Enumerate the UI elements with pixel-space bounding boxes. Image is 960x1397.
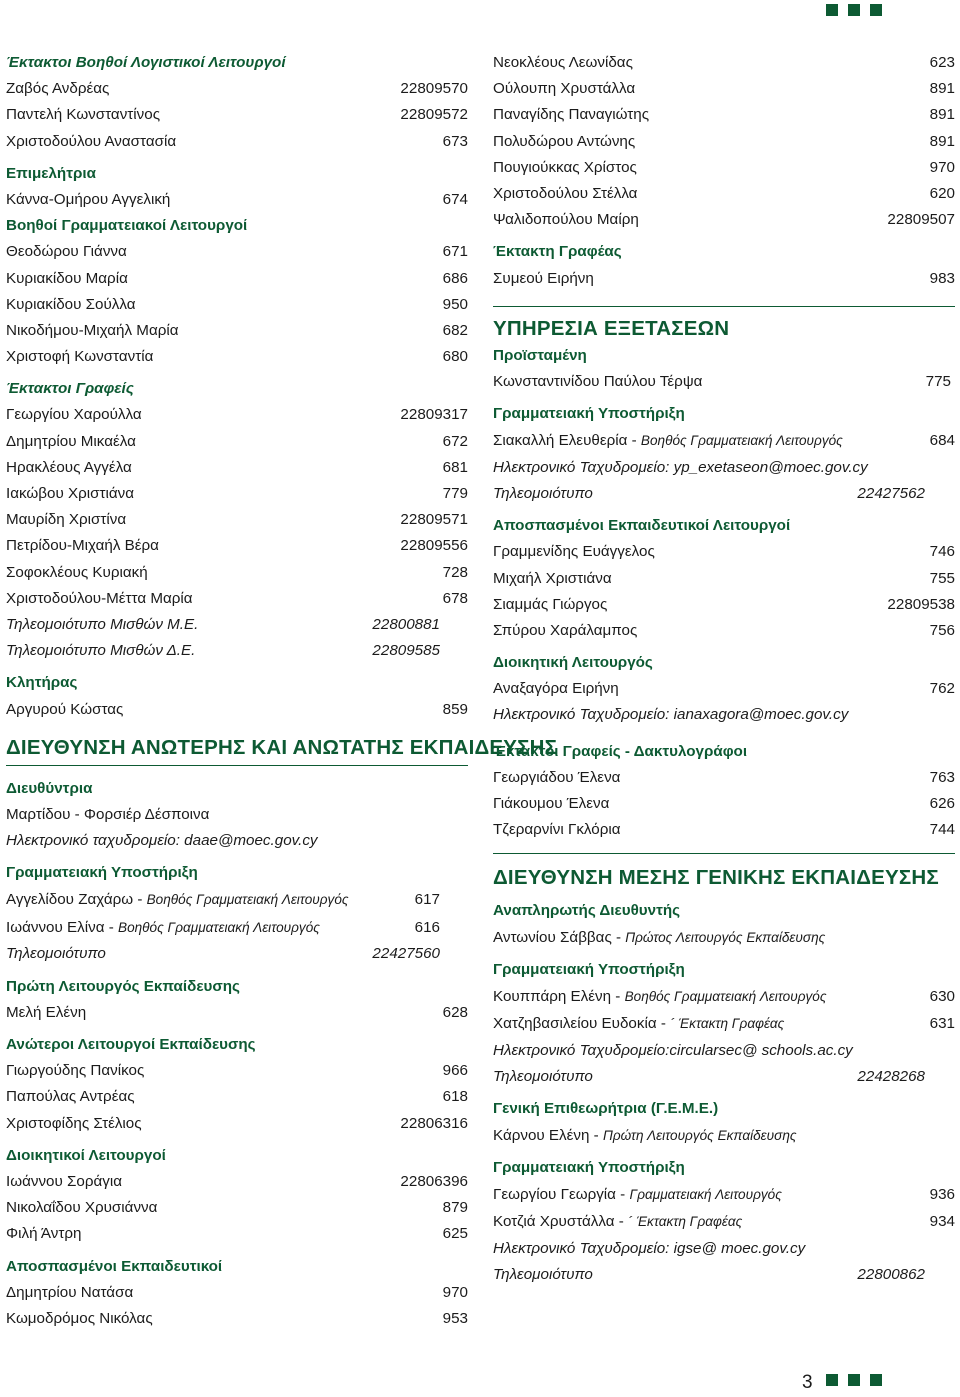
contact-list: [493, 539, 955, 644]
contact-row: [493, 1181, 955, 1209]
contact-row: [6, 102, 468, 128]
contact-name: Κάρνου Ελένη -: [493, 1126, 603, 1144]
contact-name: Νικολαΐδου Χρυσιάννα: [6, 1199, 158, 1217]
contact-phone: 763: [929, 768, 955, 786]
contact-row: [493, 676, 955, 702]
contact-name: Κοτζιά Χρυστάλλα -: [493, 1213, 629, 1231]
fax-line: [493, 1064, 955, 1090]
contact-row: [6, 507, 468, 533]
square-icon: [848, 1374, 860, 1386]
fax-number: 22427562: [857, 484, 925, 502]
contact-name: Χριστοδούλου Στέλλα: [493, 184, 638, 202]
contact-name: Ψαλιδοπούλου Μαίρη: [493, 211, 639, 229]
contact-phone: 674: [442, 190, 468, 208]
contact-phone: 671: [442, 243, 468, 261]
contact-phone: 678: [442, 589, 468, 607]
contact-list: [6, 1058, 468, 1137]
section-heading: Ανώτεροι Λειτουργοί Εκπαίδευσης: [6, 1036, 256, 1053]
contact-phone: 22806316: [400, 1114, 468, 1132]
contact-row: [493, 102, 955, 128]
contact-name: Θεοδώρου Γιάννα: [6, 243, 127, 261]
contact-phone: 936: [929, 1185, 955, 1203]
contact-name: Δημητρίου Μικαέλα: [6, 432, 136, 450]
contact-row: [493, 765, 955, 791]
contact-phone: 728: [442, 563, 468, 581]
contact-name: Μαυρίδη Χριστίνα: [6, 511, 127, 529]
contact-list: [493, 50, 955, 233]
contact-name: Γεωργίου Γεωργία -: [493, 1185, 630, 1203]
contact-phone: 970: [442, 1283, 468, 1301]
contact-phone: 22809570: [400, 80, 468, 98]
fax-number: 22800881: [372, 615, 440, 633]
contact-row: [6, 1306, 468, 1332]
contact-phone: 680: [442, 348, 468, 366]
contact-name: Αργυρού Κώστας: [6, 700, 124, 718]
contact-name: Παναγίδης Παναγιώτης: [493, 106, 650, 124]
contact-row: [493, 539, 955, 565]
contact-name: Χριστοδούλου-Μέττα Μαρία: [6, 589, 193, 607]
contact-name: Χριστοφή Κωνσταντία: [6, 348, 154, 366]
contact-row: [6, 129, 468, 155]
contact-name: Δημητρίου Νατάσα: [6, 1283, 134, 1301]
contact-row: [6, 533, 468, 559]
contact-row: [493, 207, 955, 233]
department-title: ΔΙΕΥΘΥΝΣΗ ΜΕΣΗΣ ΓΕΝΙΚΗΣ ΕΚΠΑΙΔΕΥΣΗΣ: [493, 866, 939, 890]
contact-phone: 22806396: [400, 1172, 468, 1190]
section-heading: Γραμματειακή Υποστήριξη: [6, 864, 198, 882]
contact-name: Ζαβός Ανδρέας: [6, 80, 110, 98]
contact-name: Σιαμμάς Γιώργος: [493, 595, 608, 613]
contact-phone: 891: [929, 106, 955, 124]
contact-name: Σοφοκλέους Κυριακή: [6, 563, 148, 581]
section-heading: Έκτακτοι Βοηθοί Λογιστικοί Λειτουργοί: [6, 54, 286, 71]
corner-decoration-top: [826, 4, 882, 16]
contact-name: Κυριακίδου Σούλλα: [6, 295, 136, 313]
section-heading: Διευθύντρια: [6, 779, 93, 797]
contact-phone: 953: [442, 1309, 468, 1327]
fax-label: Τηλεομοιότυπο: [6, 945, 106, 963]
contact-name: Κυριακίδου Μαρία: [6, 269, 128, 287]
contact-phone: 22809538: [887, 595, 955, 613]
contact-phone: 618: [442, 1088, 468, 1106]
contact-name: Παπούλας Αντρέας: [6, 1088, 135, 1106]
contact-phone: 22809507: [887, 211, 955, 229]
contact-row: [493, 592, 955, 618]
contact-row: [6, 455, 468, 481]
contact-phone: 22809317: [400, 406, 468, 424]
square-icon: [826, 1374, 838, 1386]
department-title: ΔΙΕΥΘΥΝΣΗ ΑΝΩΤΕΡΗΣ ΚΑΙ ΑΝΩΤΑΤΗΣ ΕΚΠΑΙΔΕΥΣΗΣ: [6, 735, 558, 759]
contact-row: [6, 1058, 468, 1084]
contact-row: [6, 1195, 468, 1221]
contact-row: [6, 1221, 468, 1247]
contact-phone: 672: [442, 432, 468, 450]
contact-row: [6, 886, 468, 914]
fax-label: Τηλεομοιότυπο Μισθών Μ.Ε.: [6, 615, 199, 633]
contact-name: Κάννα-Ομήρου Αγγελική: [6, 190, 171, 208]
contact-row: [493, 791, 955, 817]
section-heading: Γραμματειακή Υποστήριξη: [493, 1158, 685, 1176]
contact-row: [6, 914, 468, 942]
contact-name: Ιωάννου Ελίνα -: [6, 918, 118, 936]
contact-row: [493, 618, 955, 644]
contact-row: [6, 266, 468, 292]
contact-name: Χατζηβασιλείου Ευδοκία -: [493, 1015, 671, 1033]
section-heading: Πρώτη Λειτουργός Εκπαίδευσης: [6, 977, 240, 995]
contact-row: [6, 344, 468, 370]
contact-phone: 891: [929, 132, 955, 150]
contact-list: [6, 239, 468, 370]
contact-name: Γιάκουμου Έλενα: [493, 795, 610, 812]
contact-name: Συμεού Ειρήνη: [493, 269, 594, 287]
section-heading: Αποσπασμένοι Εκπαιδευτικοί Λειτουργοί: [493, 517, 791, 535]
section-heading: Επιμελήτρια: [6, 164, 96, 182]
contact-row: [6, 697, 468, 723]
square-icon: [870, 1374, 882, 1386]
square-icon: [870, 4, 882, 16]
section-heading: Προϊσταμένη: [493, 346, 587, 364]
contact-name: Ιωάννου Σοράγια: [6, 1172, 123, 1190]
contact-row: [6, 560, 468, 586]
contact-row: [493, 1123, 955, 1149]
contact-name: Γιωργούδης Πανίκος: [6, 1062, 145, 1080]
fax-label: Τηλεομοιότυπο: [493, 1068, 593, 1086]
contact-row: [6, 76, 468, 102]
contact-phone: 775: [925, 372, 951, 390]
contact-phone: 966: [442, 1062, 468, 1080]
contact-name: Κωνσταντινίδου Παύλου Τέρψα: [493, 372, 703, 390]
contact-phone: 617: [414, 891, 440, 909]
fax-number: 22427560: [372, 945, 440, 963]
contact-row: [6, 1280, 468, 1306]
fax-label: Τηλεομοιότυπο: [493, 1266, 593, 1284]
contact-row: [493, 50, 955, 76]
contact-name: Μελή Ελένη: [6, 1003, 87, 1021]
contact-row: [493, 983, 955, 1011]
contact-list: [6, 1280, 468, 1332]
contact-name: Μαρτίδου - Φορσιέρ Δέσποινα: [6, 805, 210, 823]
section-heading: Έκτακτοι Γραφείς: [6, 380, 134, 398]
section-heading: Αποσπασμένοι Εκπαιδευτικοί: [6, 1257, 223, 1275]
contact-row: [6, 802, 468, 828]
contact-row: [493, 76, 955, 102]
contact-name: Αναξαγόρα Ειρήνη: [493, 680, 619, 698]
contact-phone: 755: [929, 569, 955, 587]
contact-list: [6, 402, 468, 612]
contact-phone: 983: [929, 269, 955, 287]
contact-row: [6, 1084, 468, 1110]
contact-phone: 684: [929, 432, 955, 450]
contact-name: Πολυδώρου Αντώνης: [493, 132, 636, 150]
contact-phone: 879: [442, 1199, 468, 1217]
contact-name: Ηρακλέους Αγγέλα: [6, 458, 132, 476]
contact-phone: 22809572: [400, 106, 468, 124]
contact-role: Βοηθός Γραμματειακή Λειτουργός: [624, 988, 827, 1004]
contact-phone: 746: [929, 543, 955, 561]
fax-number: 22428268: [857, 1068, 925, 1086]
contact-role: Γραμματειακή Λειτουργός: [629, 1186, 782, 1202]
contact-row: [493, 817, 955, 843]
contact-phone: 22809556: [400, 537, 468, 555]
right-column: [493, 50, 955, 1288]
contact-phone: 631: [929, 1015, 955, 1033]
contact-row: [493, 155, 955, 181]
contact-name: Σπύρου Χαράλαμπος: [493, 621, 638, 639]
contact-name: Σιακαλλή Ελευθερία -: [493, 432, 641, 450]
fax-label: Τηλεομοιότυπο Μισθών Δ.Ε.: [6, 642, 196, 660]
contact-name: Γεωργιάδου Έλενα: [493, 768, 621, 786]
contact-role: ´ Έκτακτη Γραφέας: [670, 1016, 785, 1032]
contact-name: Ούλουπη Χρυστάλλα: [493, 80, 636, 98]
fax-line: [493, 1262, 955, 1288]
contact-row: [493, 566, 955, 592]
section-heading: Γραμματειακή Υποστήριξη: [493, 960, 685, 978]
contact-name: Ιακώβου Χριστιάνα: [6, 485, 135, 502]
email-line: Ηλεκτρονικό ταχυδρομείο: daae@moec.gov.cy: [6, 832, 318, 850]
contact-phone: 686: [442, 269, 468, 287]
contact-row: [493, 925, 955, 951]
contact-phone: 22809571: [400, 511, 468, 529]
fax-line: [6, 612, 468, 638]
contact-row: [493, 1010, 955, 1038]
contact-name: Τζεραρνίνι Γκλόρια: [493, 821, 621, 839]
contact-name: Νεοκλέους Λεωνίδας: [493, 54, 633, 71]
contact-name: Αντωνίου Σάββας -: [493, 928, 626, 946]
contact-name: Μιχαήλ Χριστιάνα: [493, 569, 612, 587]
email-line: Ηλεκτρονικό Ταχυδρομείο: yp_exetaseon@moec.gov.cy: [493, 458, 868, 476]
fax-number: 22809585: [372, 642, 440, 660]
contact-phone: 950: [442, 295, 468, 313]
contact-list: [493, 765, 955, 844]
contact-name: Χριστοφίδης Στέλιος: [6, 1114, 142, 1132]
contact-phone: 970: [929, 158, 955, 176]
contact-role: ´ Έκτακτη Γραφέας: [628, 1214, 743, 1230]
email-line: Ηλεκτρονικό Ταχυδρομείο: ianaxagora@moec.gov.cy: [493, 706, 849, 724]
contact-role: Βοηθός Γραμματειακή Λειτουργός: [118, 919, 320, 935]
contact-row: [6, 586, 468, 612]
contact-phone: 934: [929, 1213, 955, 1231]
contact-phone: 859: [442, 700, 468, 718]
section-heading: Γενική Επιθεωρήτρια (Γ.Ε.Μ.Ε.): [493, 1100, 719, 1118]
contact-phone: 681: [442, 458, 468, 476]
contact-phone: 779: [442, 485, 468, 502]
contact-name: Νικοδήμου-Μιχαήλ Μαρία: [6, 321, 179, 339]
contact-role: Πρώτος Λειτουργός Εκπαίδευσης: [625, 929, 826, 945]
contact-phone: 682: [442, 321, 468, 339]
contact-name: Γεωργίου Χαρούλλα: [6, 406, 142, 424]
contact-phone: 626: [929, 795, 955, 812]
contact-name: Πουγιούκκας Χρίστος: [493, 158, 637, 176]
contact-phone: 616: [414, 918, 440, 936]
contact-row: [493, 369, 955, 395]
contact-role: Βοηθός Γραμματειακή Λειτουργός: [146, 892, 349, 908]
contact-phone: 620: [929, 184, 955, 202]
fax-line: [6, 941, 468, 967]
contact-row: [6, 318, 468, 344]
contact-role: Βοηθός Γραμματειακή Λειτουργός: [640, 433, 843, 449]
page-number: 3: [802, 1372, 813, 1393]
contact-phone: 630: [929, 987, 955, 1005]
contact-row: [493, 266, 955, 292]
contact-name: Κουππάρη Ελένη -: [493, 987, 625, 1005]
contact-phone: 756: [929, 621, 955, 639]
square-icon: [826, 4, 838, 16]
contact-row: [493, 181, 955, 207]
contact-row: [6, 481, 468, 507]
contact-phone: 625: [442, 1225, 468, 1243]
fax-label: Τηλεομοιότυπο: [493, 484, 593, 502]
section-heading: Αναπληρωτής Διευθυντής: [493, 902, 681, 920]
contact-phone: 891: [929, 80, 955, 98]
contact-row: [6, 1169, 468, 1195]
contact-phone: 673: [442, 132, 468, 150]
email-line: Ηλεκτρονικό Ταχυδρομείο:circularsec@ schools.ac.cy: [493, 1041, 853, 1059]
contact-row: [6, 1000, 468, 1026]
section-heading: Έκτακτη Γραφέας: [493, 243, 622, 261]
section-heading: Βοηθοί Γραμματειακοί Λειτουργοί: [6, 217, 248, 235]
contact-row: [6, 429, 468, 455]
section-heading: Κλητήρας: [6, 674, 78, 692]
contact-row: [493, 129, 955, 155]
fax-number: 22800862: [857, 1266, 925, 1284]
contact-row: [6, 1111, 468, 1137]
fax-line: [6, 638, 468, 664]
contact-phone: 628: [442, 1003, 468, 1021]
contact-name: Παντελή Κωνσταντίνος: [6, 106, 161, 124]
contact-name: Πετρίδου-Μιχαήλ Βέρα: [6, 537, 159, 555]
contact-name: Χριστοδούλου Αναστασία: [6, 132, 177, 150]
contact-row: [6, 187, 468, 213]
contact-row: [493, 427, 955, 455]
corner-decoration-bottom: [826, 1374, 882, 1386]
department-title: ΥΠΗΡΕΣΙΑ ΕΞΕΤΑΣΕΩΝ: [493, 316, 730, 340]
contact-phone: 623: [929, 54, 955, 71]
contact-row: [6, 292, 468, 318]
section-heading: Διοικητική Λειτουργός: [493, 654, 653, 672]
contact-name: Γραμμενίδης Ευάγγελος: [493, 543, 655, 561]
section-heading: Διοικητικοί Λειτουργοί: [6, 1146, 166, 1164]
section-heading: Έκτακτοι Γραφείς - Δακτυλογράφοι: [493, 742, 748, 760]
contact-phone: 762: [929, 680, 955, 698]
contact-row: [6, 239, 468, 265]
email-line: Ηλεκτρονικό Ταχυδρομείο: igse@ moec.gov.cy: [493, 1239, 806, 1257]
contact-phone: 744: [929, 821, 955, 839]
contact-list: [6, 76, 468, 155]
square-icon: [848, 4, 860, 16]
contact-name: Φιλή Άντρη: [6, 1225, 82, 1243]
contact-name: Κωμοδρόμος Νικόλας: [6, 1309, 153, 1327]
contact-name: Αγγελίδου Ζαχάρω -: [6, 891, 147, 909]
fax-line: [493, 481, 955, 507]
contact-role: Πρώτη Λειτουργός Εκπαίδευσης: [602, 1127, 797, 1143]
section-heading: Γραμματειακή Υποστήριξη: [493, 405, 685, 423]
contact-row: [6, 402, 468, 428]
contact-row: [493, 1208, 955, 1236]
contact-list: [6, 1169, 468, 1248]
